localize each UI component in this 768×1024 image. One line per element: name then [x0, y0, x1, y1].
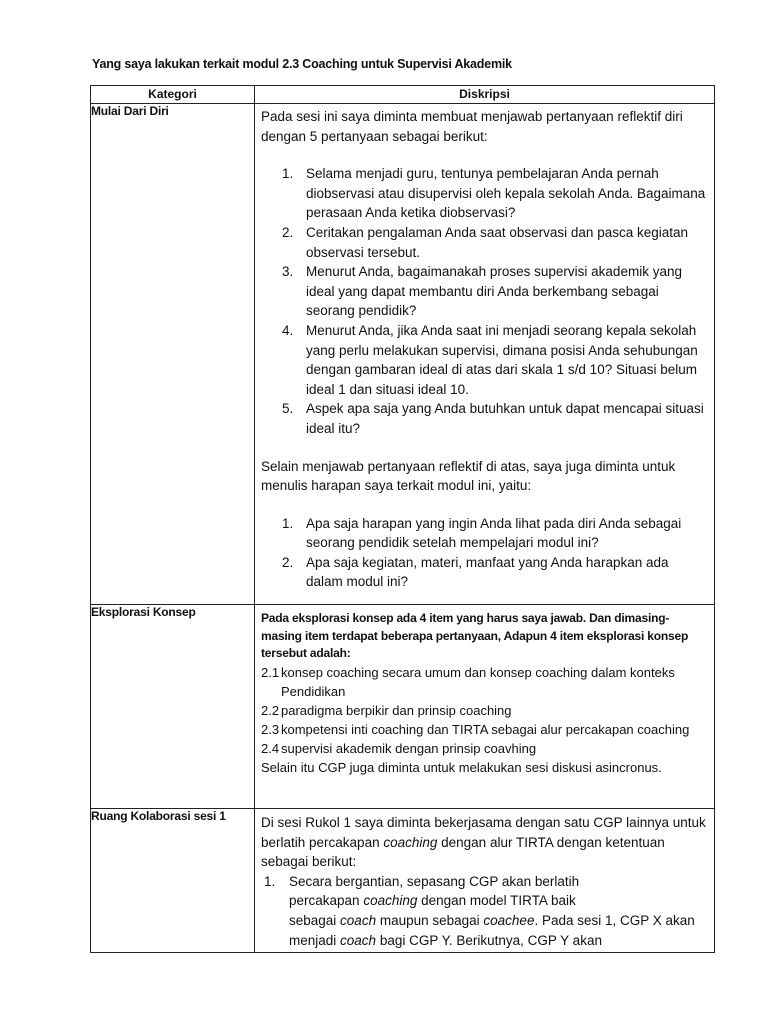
list-item: 2. Apa saja kegiatan, materi, manfaat yang Anda harapkan ada dalam modul ini?: [282, 554, 669, 590]
list-item: 2.4 supervisi akademik dengan prinsip coavhing: [261, 740, 537, 756]
row2-intro: Pada eksplorasi konsep ada 4 item yang harus saya jawab. Dan dimasing-masing item terdapat beberapa pertanyaan, Adapun 4 item eksplorasi konsep tersebut adalah:: [261, 611, 689, 660]
row1-intro: Pada sesi ini saya diminta membuat menjawab pertanyaan reflektif diri dengan 5 pertanyaan sebagai berikut:: [261, 109, 683, 144]
category-cell: Ruang Kolaborasi sesi 1: [91, 809, 255, 953]
list-item: 1. Selama menjadi guru, tentunya pembelajaran Anda pernah diobservasi atau disupervisi oleh kepala sekolah Anda. Bagaimana perasaan Anda ketika diobservasi?: [282, 166, 706, 221]
list-item: 4. Menurut Anda, jika Anda saat ini menjadi seorang kepala sekolah yang perlu melakukan supervisi, dimana posisi Anda sehubungan dengan gambaran ideal di atas dari skala 1 s/d 10? Situasi belum ideal 1 dan situasi ideal 10.: [282, 322, 698, 397]
list-item: 1. Secara bergantian, sepasang CGP akan berlatih percakapan coaching dengan model TIRTA baik sebagai coach maupun sebagai coachee. Pada sesi 1, CGP X akan menjadi coach bagi CGP Y. Berikutnya, CGP Y akan: [264, 873, 695, 948]
list-item: 2.2 paradigma berpikir dan prinsip coaching: [261, 702, 512, 718]
table-row: [91, 809, 715, 953]
activity-table: [90, 85, 715, 953]
description-cell: [255, 104, 715, 605]
category-cell: Eksplorasi Konsep: [91, 605, 255, 809]
row1-intro2: Selain menjawab pertanyaan reflektif di atas, saya juga diminta untuk menulis harapan saya terkait modul ini, yaitu:: [261, 458, 676, 494]
reflection-question-list: [261, 164, 708, 438]
list-item: 2.1 konsep coaching secara umum dan konsep coaching dalam konteks Pendidikan: [261, 664, 675, 699]
category-cell: Mulai Dari Diri: [91, 104, 255, 605]
description-cell: [255, 605, 715, 809]
list-item: 3. Menurut Anda, bagaimanakah proses supervisi akademik yang ideal yang dapat membantu diri Anda berkembang sebagai seorang pendidik?: [282, 264, 682, 319]
header-kategori: Kategori: [91, 86, 255, 104]
table-row: [91, 104, 715, 605]
table-row: [91, 605, 715, 809]
rukol-rule-list: [261, 872, 708, 950]
table-header-row: [91, 86, 715, 104]
list-item: 2.3 kompetensi inti coaching dan TIRTA sebagai alur percakapan coaching: [261, 721, 690, 737]
row3-intro: Di sesi Rukol 1 saya diminta bekerjasama dengan satu CGP lainnya untuk berlatih percakapan coaching dengan alur TIRTA dengan ketentuan sebagai berikut:: [261, 815, 706, 870]
header-diskripsi: Diskripsi: [255, 86, 715, 104]
page-heading: Yang saya lakukan terkait modul 2.3 Coaching untuk Supervisi Akademik: [92, 57, 512, 71]
list-item: 2. Ceritakan pengalaman Anda saat observasi dan pasca kegiatan observasi tersebut.: [282, 224, 689, 260]
list-item: 5. Aspek apa saja yang Anda butuhkan untuk dapat mencapai situasi ideal itu?: [282, 401, 704, 436]
row2-closing: Selain itu CGP juga diminta untuk melakukan sesi diskusi asincronus.: [261, 759, 662, 775]
expectation-question-list: [261, 514, 708, 592]
concept-item-list: [261, 663, 708, 758]
list-item: 1. Apa saja harapan yang ingin Anda lihat pada diri Anda sebagai seorang pendidik setelah mempelajari modul ini?: [282, 515, 682, 551]
description-cell: [255, 809, 715, 953]
